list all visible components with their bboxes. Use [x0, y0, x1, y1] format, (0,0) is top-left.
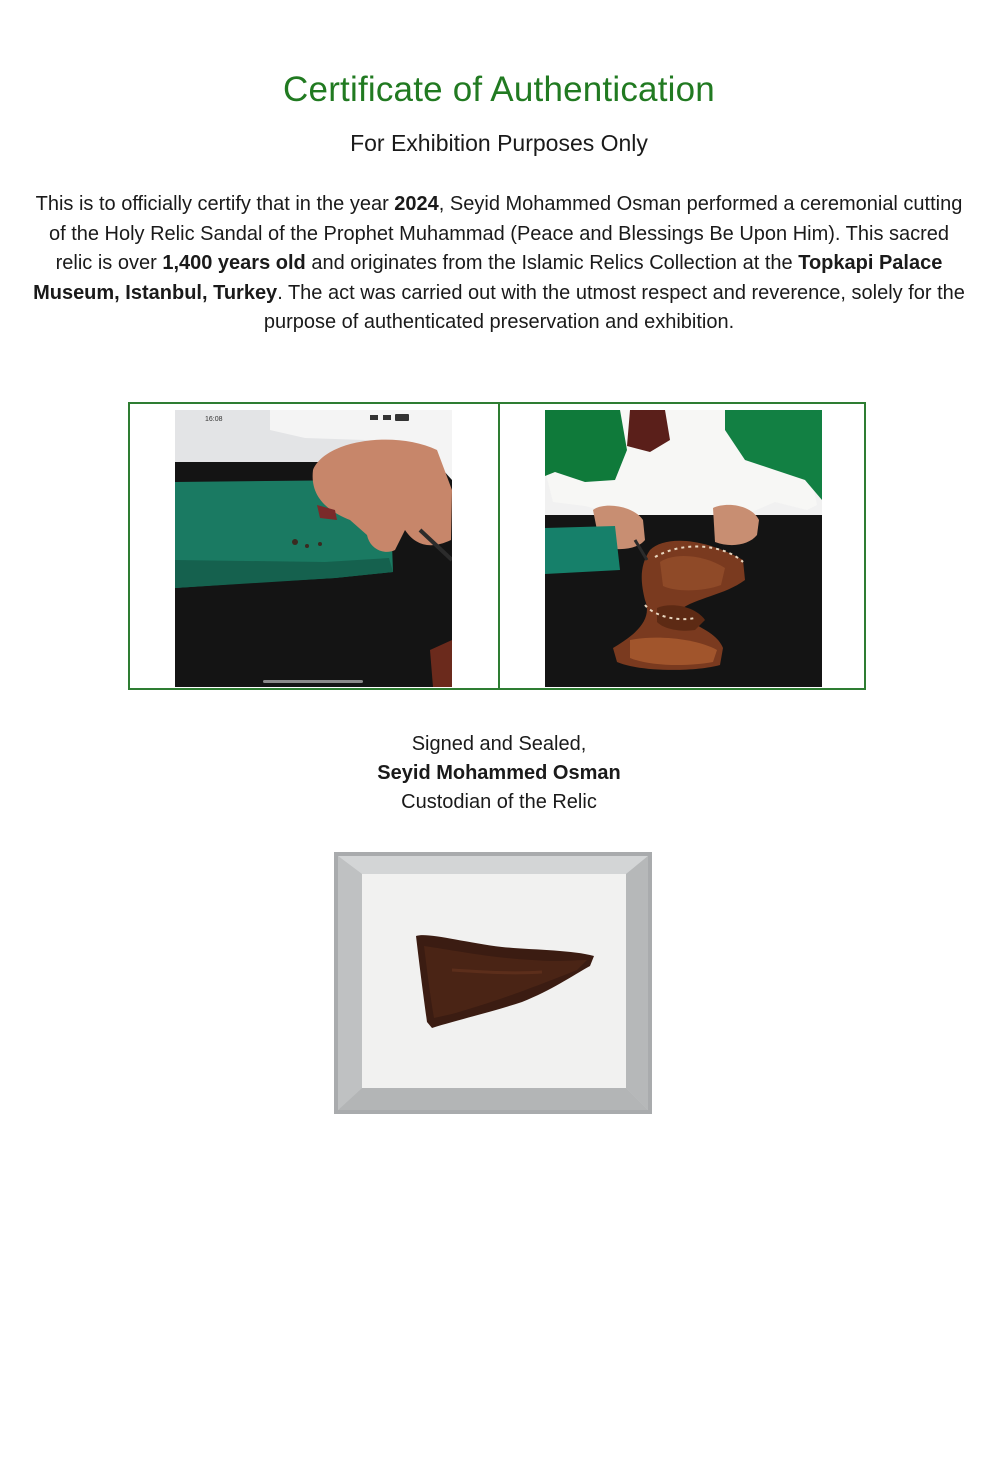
certificate-subtitle: For Exhibition Purposes Only [350, 130, 648, 156]
body-age: 1,400 years old [162, 252, 306, 275]
body-text-part-3: and originates from the Islamic Relics Collection at the [305, 252, 799, 275]
body-text-part-1: This is to officially certify that in the year [35, 193, 395, 215]
certificate-body [28, 190, 970, 338]
body-text-part-4: . The act was carried out with the utmost respect and reverence, solely for the purpose of authenticated preservation and exhibition. [263, 281, 965, 334]
signature-name: Seyid Mohammed Osman [377, 762, 621, 784]
body-museum: Topkapi Palace Museum, Istanbul, Turkey [33, 252, 943, 304]
photo-cutting-closeup [175, 410, 452, 687]
certificate-title: Certificate of Authentication [283, 70, 715, 109]
status-time: 16:08 [205, 416, 223, 423]
body-year: 2024 [394, 193, 439, 215]
photo-frame [128, 402, 866, 690]
signature-intro: Signed and Sealed, [411, 733, 587, 755]
relic-display-box [332, 850, 654, 1116]
photo-divider [498, 404, 500, 688]
signature-role: Custodian of the Relic [401, 791, 597, 813]
body-text-part-2: , Seyid Mohammed Osman performed a ceremonial cutting of the Holy Relic Sandal of the Prophet Muhammad (Peace and Blessings Be Upon Him). This sacred relic is over [48, 193, 963, 275]
photo-ceremony-wide [545, 410, 822, 687]
